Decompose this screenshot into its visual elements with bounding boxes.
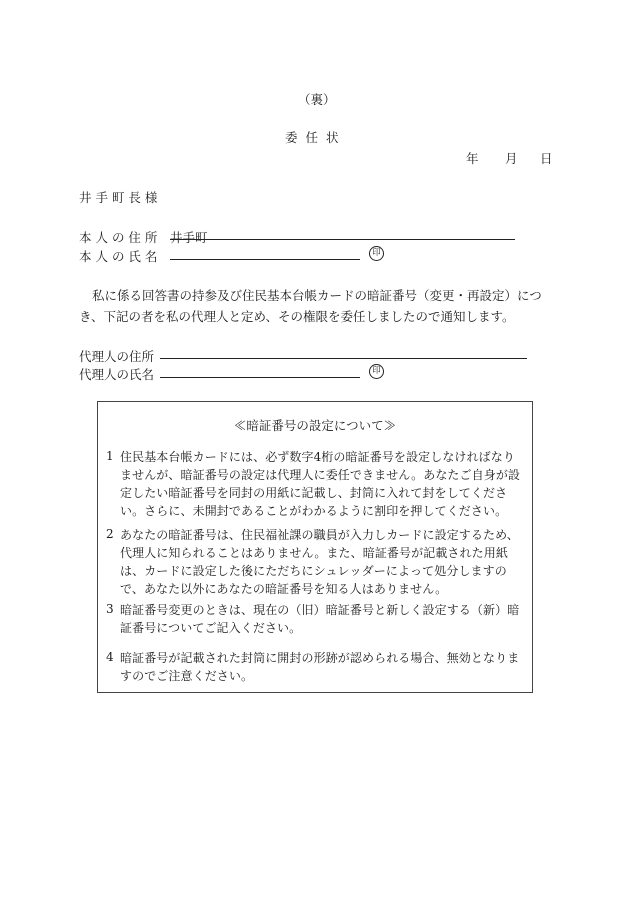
- date-year-label: 年: [466, 151, 479, 166]
- notice-title: ≪暗証番号の設定について≫: [233, 418, 397, 433]
- delegation-statement: 私に係る回答書の持参及び住民基本台帳カードの暗証番号（変更・再設定）につき、下記の者を私の代理人と定め、その権限を委任しましたので通知します。: [79, 288, 542, 324]
- principal-name-line[interactable]: [170, 259, 360, 260]
- notice-item-text: あなたの暗証番号は、住民福祉課の職員が入力しカードに設定するため、代理人に知られることはありません。また、暗証番号が記載された用紙は、カードに設定した後にただちにシュレッダーによって処分しますので、あなた以外にあなたの暗証番号を知る人はありません。: [120, 528, 519, 596]
- notice-item-text: 住民基本台帳カードには、必ず数字4桁の暗証番号を設定しなければなりませんが、暗証番号の設定は代理人に委任できません。あなたご自身が設定したい暗証番号を同封の用紙に記載し、封筒に入れて封をしてください。さらに、未開封であることがわかるように割印を押してください。: [120, 450, 521, 518]
- proxy-name-line[interactable]: [160, 377, 360, 378]
- pin-notice-box: [97, 401, 533, 693]
- notice-item-text: 暗証番号が記載された封筒に開封の形跡が認められる場合、無効となりますのでご注意ください。: [120, 651, 520, 683]
- notice-item-number: 3: [106, 602, 114, 616]
- notice-item-text: 暗証番号変更のときは、現在の（旧）暗証番号と新しく設定する（新）暗証番号についてご記入ください。: [120, 603, 520, 635]
- proxy-address-label: 代理人の住所: [79, 349, 155, 364]
- principal-address-line: [170, 239, 515, 240]
- page-title: 委 任 状: [285, 130, 341, 145]
- proxy-name-label: 代理人の氏名: [79, 367, 155, 382]
- addressee: 井 手 町 長 様: [79, 190, 158, 205]
- principal-seal-mark: 印: [369, 246, 384, 261]
- date-month-label: 月: [505, 151, 518, 166]
- principal-address-label: 本 人 の 住 所: [79, 230, 158, 245]
- proxy-seal-mark: 印: [369, 364, 384, 379]
- notice-item-number: 4: [106, 650, 114, 664]
- side-label: （裏）: [298, 92, 336, 107]
- notice-item-number: 1: [106, 449, 114, 463]
- principal-name-label: 本 人 の 氏 名: [79, 249, 158, 264]
- principal-address-value[interactable]: 井手町: [170, 230, 208, 245]
- notice-item-number: 2: [106, 527, 114, 541]
- date-day-label: 日: [540, 151, 553, 166]
- proxy-address-line[interactable]: [160, 358, 527, 359]
